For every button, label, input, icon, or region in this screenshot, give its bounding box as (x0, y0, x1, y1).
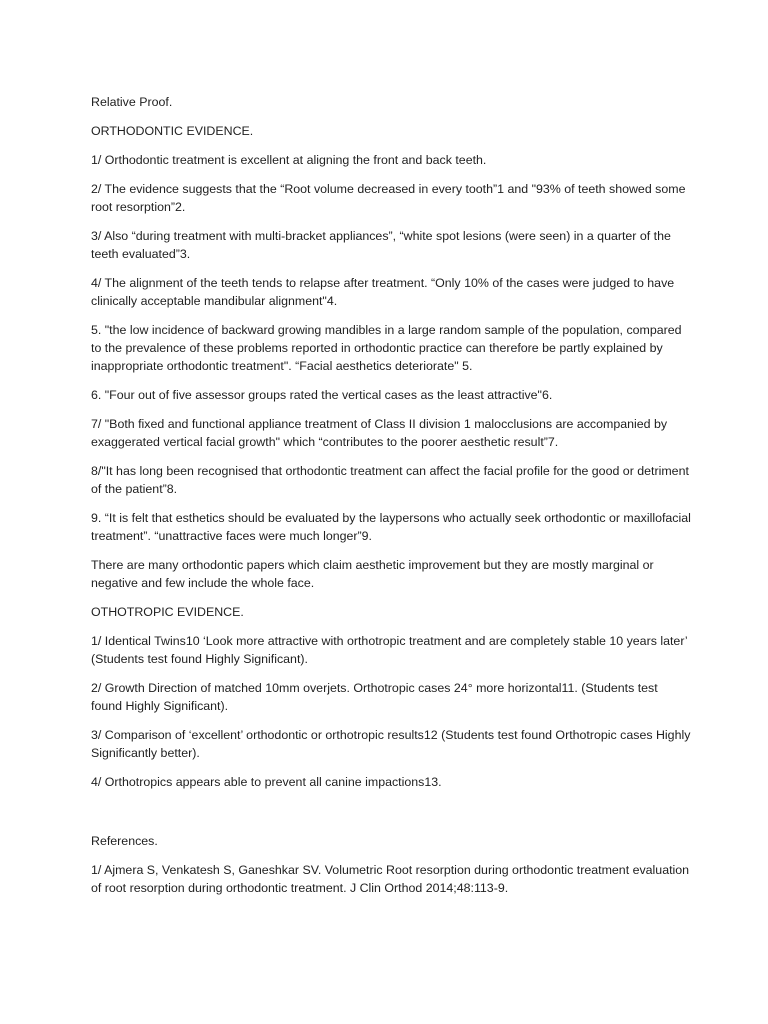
document-page (91, 93, 691, 908)
orthotropic-point-4: 4/ Orthotropics appears able to prevent all canine impactions13. (91, 775, 442, 789)
orthodontic-point-2: 2/ The evidence suggests that the “Root volume decreased in every tooth”1 and "93% of teeth showed some root resorption”2. (91, 182, 686, 214)
orthodontic-summary: There are many orthodontic papers which claim aesthetic improvement but they are mostly marginal or negative and few include the whole face. (91, 558, 654, 590)
document-title: Relative Proof. (91, 95, 173, 109)
orthodontic-point-8: 8/"It has long been recognised that orthodontic treatment can affect the facial profile for the good or detriment of the patient”8. (91, 464, 689, 496)
orthotropic-point-3: 3/ Comparison of ‘excellent’ orthodontic or orthotropic results12 (Students test found Orthotropic cases Highly Significantly better). (91, 728, 691, 760)
references-heading: References. (91, 834, 158, 848)
reference-1: 1/ Ajmera S, Venkatesh S, Ganeshkar SV. Volumetric Root resorption during orthodontic treatment evaluation of root resorption during orthodontic treatment. J Clin Orthod 2014;48:113-9. (91, 863, 690, 895)
orthodontic-point-1: 1/ Orthodontic treatment is excellent at aligning the front and back teeth. (91, 153, 487, 167)
orthotropic-point-2: 2/ Growth Direction of matched 10mm overjets. Orthotropic cases 24° more horizontal11. (Students test found Highly Significant). (91, 681, 658, 713)
orthodontic-point-3: 3/ Also “during treatment with multi-bracket appliances”, “white spot lesions (were seen) in a quarter of the teeth evaluated”3. (91, 229, 671, 261)
section-heading-orthotropic: OTHOTROPIC EVIDENCE. (91, 605, 244, 619)
orthodontic-point-5: 5. "the low incidence of backward growing mandibles in a large random sample of the population, compared to the prevalence of these problems reported in orthodontic practice can therefore be partly explained by inappropriate orthodontic treatment". “Facial aesthetics deteriorate" 5. (91, 323, 682, 373)
orthodontic-point-7: 7/ "Both fixed and functional appliance treatment of Class II division 1 malocclusions are accompanied by exaggerated vertical facial growth" which “contributes to the poorer aesthetic result”7. (91, 417, 668, 449)
section-spacer (91, 802, 691, 832)
section-heading-orthodontic: ORTHODONTIC EVIDENCE. (91, 124, 254, 138)
orthodontic-point-4: 4/ The alignment of the teeth tends to relapse after treatment. “Only 10% of the cases were judged to have clinically acceptable mandibular alignment"4. (91, 276, 675, 308)
orthotropic-point-1: 1/ Identical Twins10 ‘Look more attractive with orthotropic treatment and are completely stable 10 years later’ (Students test found Highly Significant). (91, 634, 688, 666)
orthodontic-point-6: 6. "Four out of five assessor groups rated the vertical cases as the least attractive"6. (91, 388, 553, 402)
orthodontic-point-9: 9. “It is felt that esthetics should be evaluated by the laypersons who actually seek orthodontic or maxillofacial treatment”. “unattractive faces were much longer”9. (91, 511, 691, 543)
